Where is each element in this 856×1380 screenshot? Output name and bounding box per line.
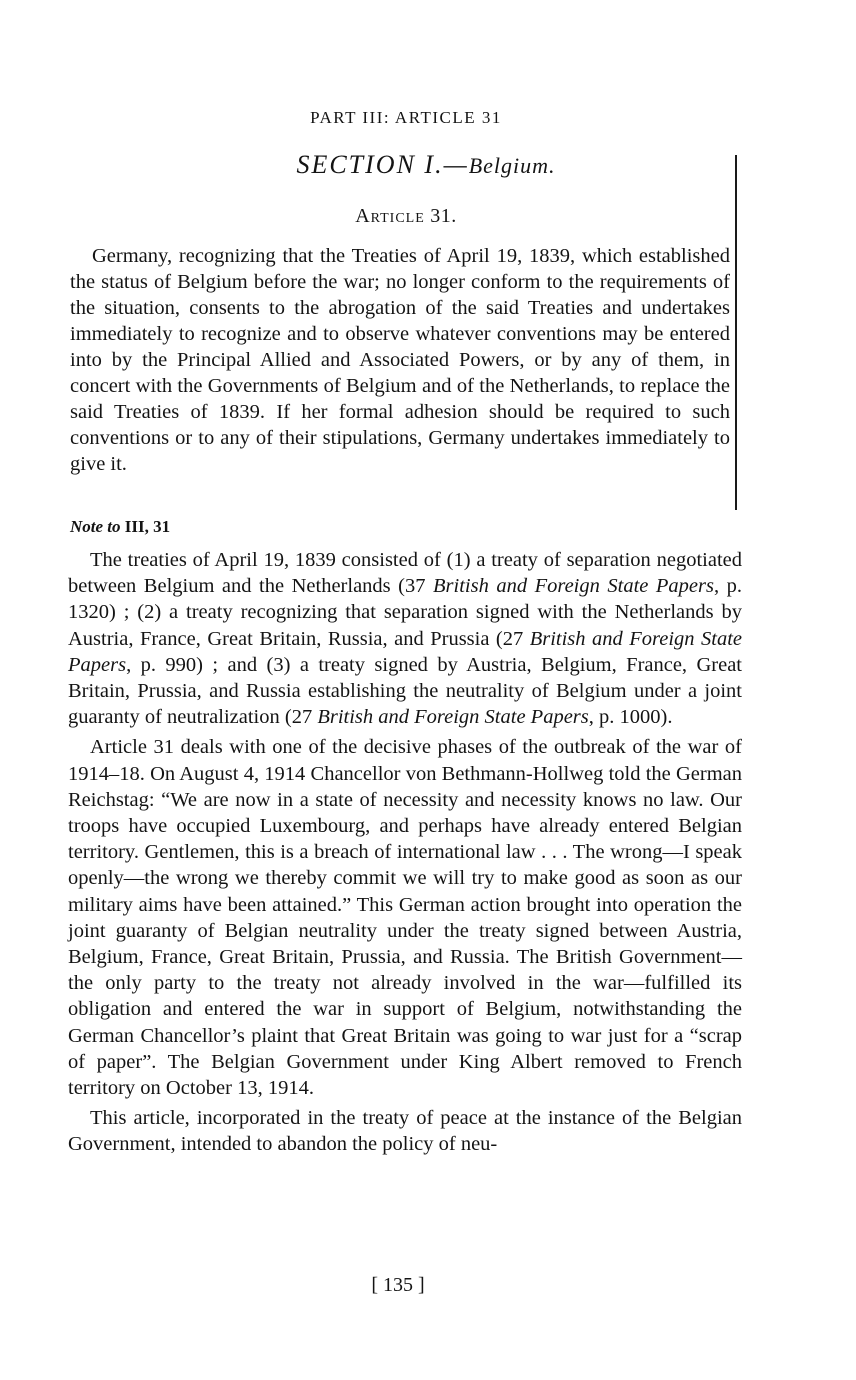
note-heading-ref: III, 31 [124,517,171,536]
citation-title: British and Foreign State Papers [68,627,742,676]
note-paragraph-3: This article, incorporated in the treaty of peace at the instance of the Belgian Government, intended to abandon the policy of neu- [68,1107,742,1156]
note-heading-prefix: Note to [70,517,121,536]
article-heading-word: Article [355,205,425,227]
note-paragraph-2: Article 31 deals with one of the decisive phases of the outbreak of the war of 1914–18. On August 4, 1914 Chancellor von Bethmann-Hollweg told the German Reichstag: “We are now in a state of necessity and necessity knows no law. Our troops have occupied Luxembourg, and perhaps have already entered Belgian territory. Gentlemen, this is a breach of international law . . . The wrong—I speak openly—the wrong we thereby commit we will try to make good as soon as our military aims have been attained.” This German action brought into operation the joint guaranty of Belgian neutrality under the treaty signed between Austria, Belgium, France, Great Britain, Prussia, and Russia. The British Government—the only party to the treaty not already involved in the war—fulfilled its obligation and entered the war in support of Belgium, notwithstanding the German Chancellor’s plaint that Great Britain was going to war just for a “scrap of paper”. The Belgian Government under King Albert removed to French territory on October 13, 1914. [68,736,742,1100]
section-title-subject: Belgium. [468,153,556,178]
article-heading [0,205,812,228]
article-heading-number: 31. [430,205,457,227]
note-paragraph-1 [68,547,742,730]
section-title-main: SECTION I.— [296,150,469,179]
running-head: PART III: ARTICLE 31 [310,108,502,127]
section-title [0,150,852,180]
margin-rule [735,155,737,510]
note-heading [70,517,170,537]
note-text: , p. 1320) ; (2) a treaty recognizing that separation signed with the Netherlands by Austria, France, Great Britain, Russia, and Prussia (27 [68,575,742,650]
note-text: The treaties of April 19, 1839 consisted of (1) a treaty of separation negotiated between Belgium and the Netherlands (37 [68,549,742,598]
page-number: [ 135 ] [371,1274,425,1296]
note-text: , p. 1000). [588,706,673,729]
citation-title: British and Foreign State Papers [433,575,714,598]
note-text: , p. 990) ; and (3) a treaty signed by Austria, Belgium, France, Great Britain, Prussia, and Russia establishing the neutrality of Belgium under a joint guaranty of neutralization (27 [68,653,742,729]
article-text: Germany, recognizing that the Treaties of April 19, 1839, which established the status of Belgium before the war; no longer conform to the requirements of the situation, consents to the abrogation of the said Treaties and undertakes immediately to recognize and to observe whatever conventions may be entered into by the Principal Allied and Associated Powers, or by any of them, in concert with the Governments of Belgium and of the Netherlands, to replace the said Treaties of 1839. If her formal adhesion should be required to such conventions or to any of their stipulations, Germany undertakes immediately to give it. [70,245,730,475]
note-body [68,547,742,1158]
citation-title: British and Foreign State Papers [317,706,589,729]
